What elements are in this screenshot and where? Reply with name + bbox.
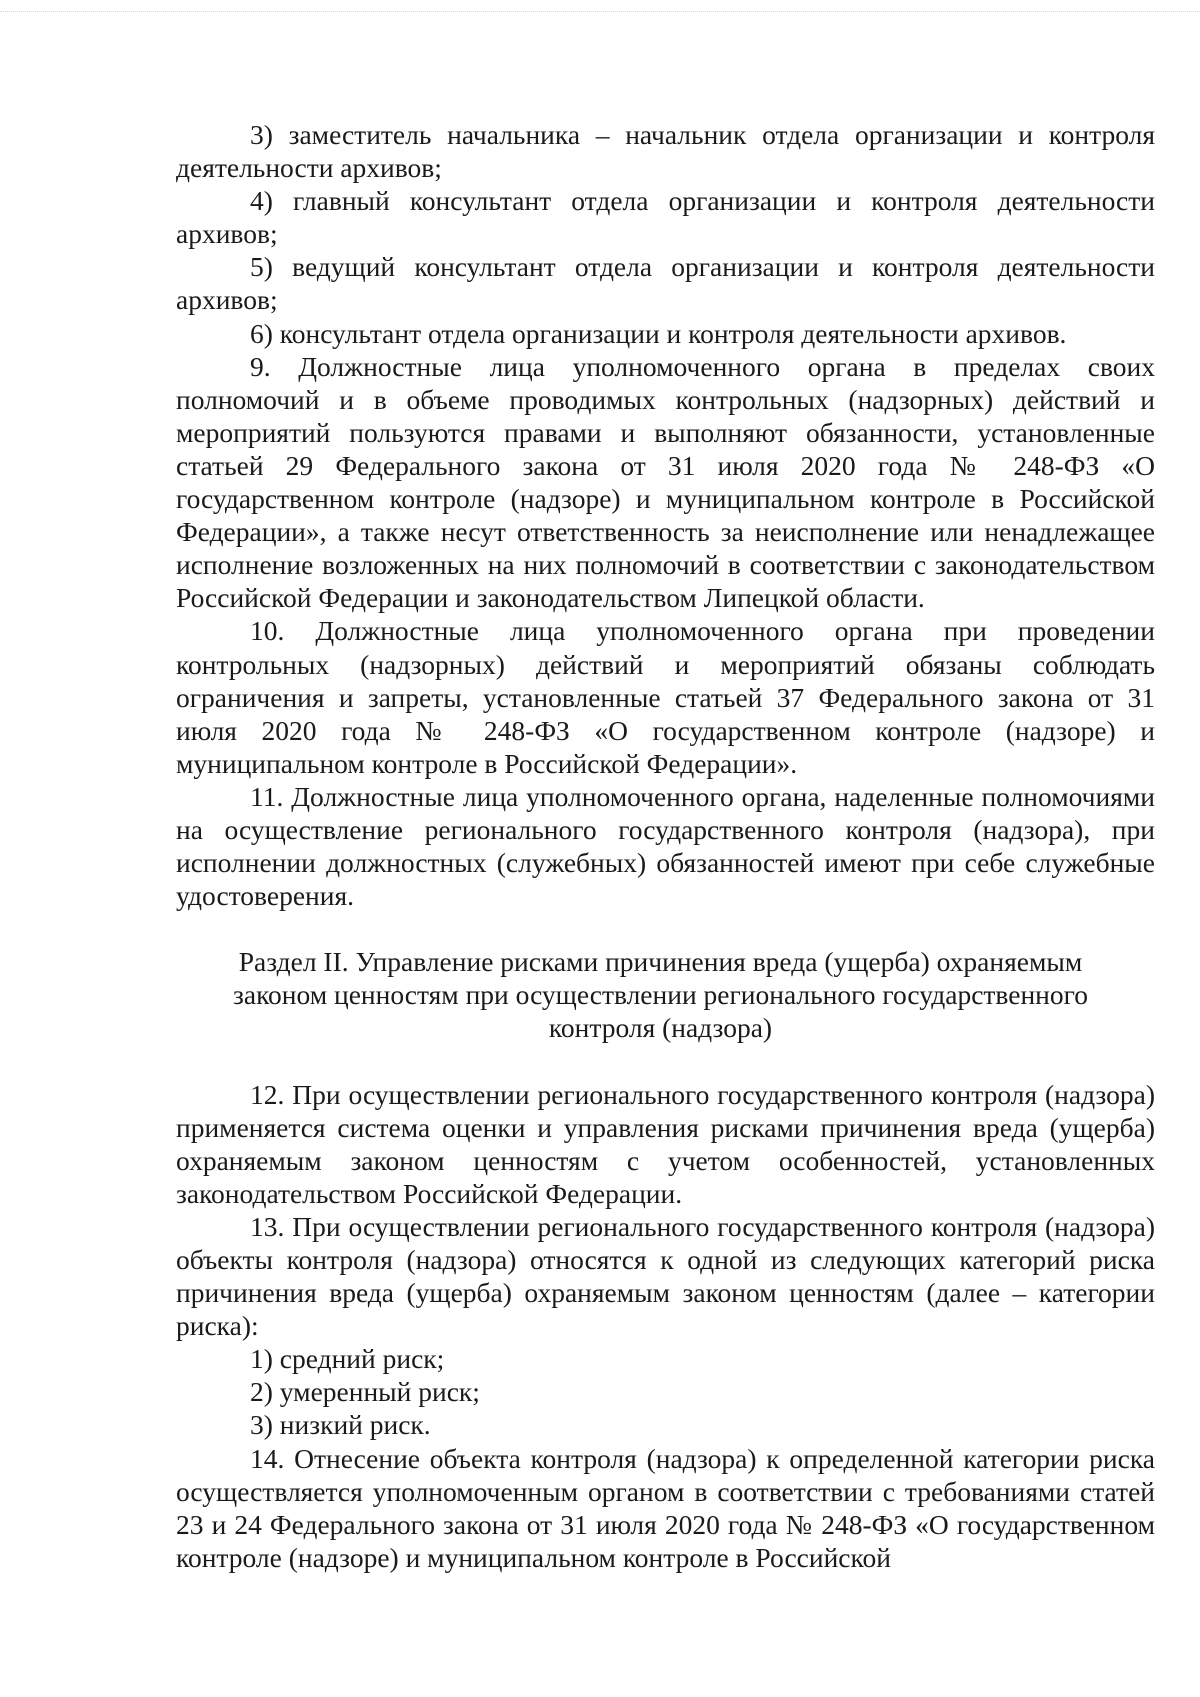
paragraph-11: 11. Должностные лица уполномоченного органа, наделенные полномочиями на осуществление регионального государственного контроля (надзора), при исполнении должностных (служебных) обязанностей имеют при себе служебные удостоверения. bbox=[176, 780, 1155, 912]
risk-category-low: 3) низкий риск. bbox=[250, 1409, 431, 1441]
paragraph-12: 12. При осуществлении регионального государственного контроля (надзора) применяется система оценки и управления рисками причинения вреда (ущерба) охраняемым законом ценностям с учетом особенностей, установленных законодательством Российской Федерации. bbox=[176, 1078, 1155, 1209]
paragraph-13: 13. При осуществлении регионального государственного контроля (надзора) объекты контроля (надзора) относятся к одной из следующих категорий риска причинения вреда (ущерба) охраняемым законом ценностям (далее – категории риска): bbox=[176, 1210, 1155, 1342]
paragraph-9: 9. Должностные лица уполномоченного органа в пределах своих полномочий и в объеме проводимых контрольных (надзорных) действий и мероприятий пользуются правами и выполняют обязанности, установленные статьей 29 Федерального закона от 31 июля 2020 года № 248-ФЗ «О государственном контроле (надзоре) и муниципальном контроле в Российской Федерации», а также несут ответственность за неисполнение или ненадлежащее исполнение возложенных на них полномочий в соответствии с законодательством Российской Федерации и законодательством Липецкой области. bbox=[176, 350, 1155, 614]
paragraph-item-5: 5) ведущий консультант отдела организации и контроля деятельности архивов; bbox=[176, 251, 1155, 316]
paragraph-item-3: 3) заместитель начальника – начальник отдела организации и контроля деятельности архивов; bbox=[176, 119, 1155, 184]
risk-category-moderate: 2) умеренный риск; bbox=[250, 1376, 480, 1408]
section-heading: Раздел II. Управление рисками причинения вреда (ущерба) охраняемым законом ценностям при осуществлении регионального государственного контроля (надзора) bbox=[233, 946, 1088, 1044]
paragraph-item-6: 6) консультант отдела организации и контроля деятельности архивов. bbox=[250, 317, 1067, 349]
scan-top-edge bbox=[0, 11, 1200, 12]
paragraph-item-4: 4) главный консультант отдела организации и контроля деятельности архивов; bbox=[176, 185, 1155, 250]
paragraph-14: 14. Отнесение объекта контроля (надзора) к определенной категории риска осуществляется уполномоченным органом в соответствии с требованиями статей 23 и 24 Федерального закона от 31 июля 2020 года № 248-ФЗ «О государственном контроле (надзоре) и муниципальном контроле в Российской bbox=[176, 1442, 1155, 1573]
paragraph-10: 10. Должностные лица уполномоченного органа при проведении контрольных (надзорных) действий и мероприятий обязаны соблюдать ограничения и запреты, установленные статьей 37 Федерального закона от 31 июля 2020 года № 248-ФЗ «О государственном контроле (надзоре) и муниципальном контроле в Российской Федерации». bbox=[176, 615, 1155, 779]
document-body bbox=[176, 118, 1155, 1574]
risk-category-medium: 1) средний риск; bbox=[250, 1343, 445, 1375]
